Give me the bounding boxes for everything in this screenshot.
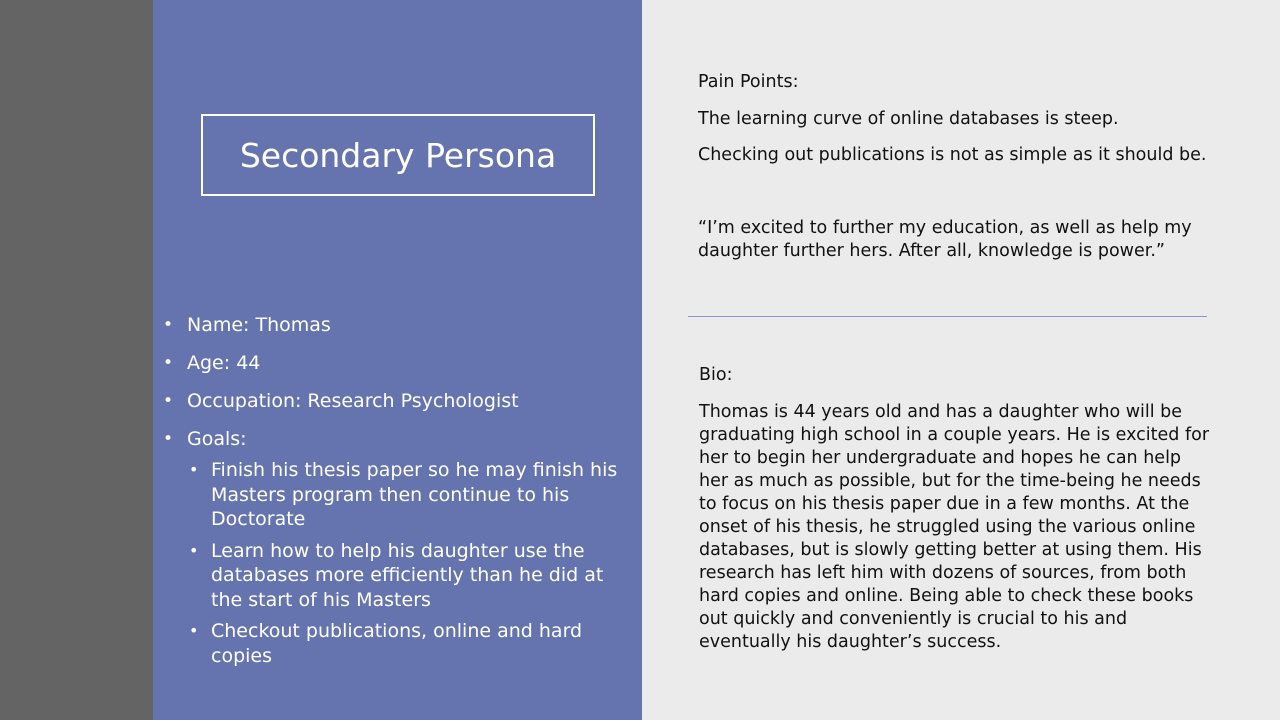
pain-points-heading: Pain Points: [698, 72, 799, 92]
persona-quote: “I’m excited to further my education, as well as help my daughter further hers. After all, knowledge is power.” [698, 218, 1192, 261]
goals-label: Goals: [187, 428, 247, 450]
section-divider [688, 316, 1207, 317]
goal-list [163, 458, 633, 668]
fact-goals [163, 426, 633, 668]
slide-title: Secondary Persona [239, 135, 557, 175]
left-gray-strip [0, 0, 153, 720]
pain-point-item: Checking out publications is not as simple as it should be. [698, 145, 1207, 165]
fact-name: • Name: Thomas [163, 312, 633, 338]
goal-item: • Checkout publications, online and hard copies [163, 619, 633, 668]
goal-item: • Learn how to help his daughter use the databases more efficiently than he did at the start of his Masters [163, 539, 633, 613]
fact-list [163, 312, 633, 668]
fact-age: • Age: 44 [163, 350, 633, 376]
fact-occupation: • Occupation: Research Psychologist [163, 388, 633, 414]
bio-heading: Bio: [699, 365, 733, 385]
goal-item: • Finish his thesis paper so he may finish his Masters program then continue to his Doctorate [163, 458, 633, 532]
title-box [201, 114, 595, 196]
pain-point-item: The learning curve of online databases is steep. [698, 109, 1119, 129]
bio-text: Thomas is 44 years old and has a daughter who will be graduating high school in a couple years. He is excited for her to begin her undergraduate and hopes he can help her as much as possible, but for the time-being he needs to focus on his thesis paper due in a few months. At the onset of his thesis, he struggled using the various online databases, but is slowly getting better at using them. His research has left him with dozens of sources, from both hard copies and online. Being able to check these books out quickly and conveniently is crucial to his and eventually his daughter’s success. [699, 402, 1210, 652]
persona-facts [163, 312, 633, 675]
